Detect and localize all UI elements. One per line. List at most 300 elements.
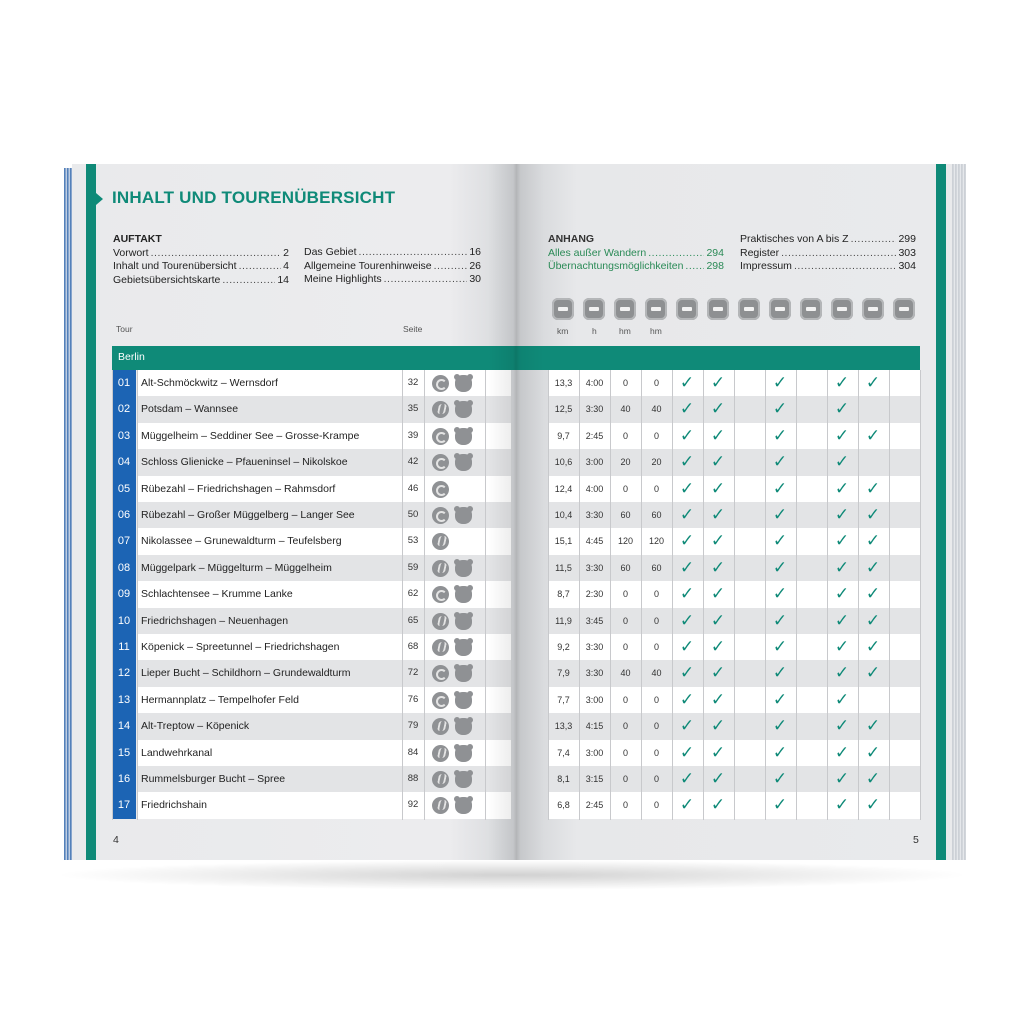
toc-entry[interactable] (304, 260, 481, 274)
tour-h: 4:00 (585, 483, 604, 494)
tour-number: 05 (112, 476, 136, 502)
check-icon: ✓ (772, 425, 788, 446)
tour-h: 4:15 (585, 721, 604, 732)
table-column-divider (610, 370, 611, 820)
check-icon: ✓ (865, 769, 881, 789)
check-icon: ✓ (679, 557, 695, 578)
tour-down: 60 (651, 562, 662, 573)
check-icon: ✓ (865, 584, 881, 605)
tour-page: 88 (407, 773, 419, 784)
header-hm-down: hm (650, 326, 662, 336)
right-accent-bar (936, 164, 946, 860)
page-number-left: 4 (113, 834, 119, 846)
table-row[interactable] (112, 713, 920, 739)
toc-anhang-col1 (548, 233, 724, 274)
tour-km: 6,8 (557, 800, 570, 811)
check-icon: ✓ (772, 795, 788, 816)
tour-number: 16 (112, 766, 136, 792)
check-icon: ✓ (834, 742, 850, 763)
tour-up: 0 (622, 483, 628, 494)
check-icon: ✓ (772, 531, 788, 552)
check-icon: ✓ (710, 689, 726, 710)
tour-page: 39 (407, 429, 419, 441)
table-column-divider (402, 370, 403, 820)
tour-h: 3:00 (585, 747, 604, 758)
tour-name[interactable]: Müggelpark – Müggelturm – Müggelheim (141, 561, 332, 574)
toc-entry[interactable] (548, 247, 724, 261)
icon-3 (614, 298, 636, 320)
table-row[interactable] (112, 581, 920, 607)
tour-name[interactable]: Friedrichshain (141, 799, 207, 812)
toc-entry-page: 4 (283, 260, 289, 272)
path-icon (432, 639, 449, 656)
check-icon: ✓ (679, 478, 695, 499)
check-icon: ✓ (710, 505, 726, 525)
toc-entry-label: Meine Highlights (304, 273, 382, 285)
tour-h: 2:45 (585, 800, 604, 811)
bear-icon (455, 797, 472, 814)
tour-km: 7,4 (557, 747, 570, 758)
toc-entry-page: 16 (469, 246, 481, 258)
table-column-divider (641, 370, 642, 820)
tour-name[interactable]: Alt-Schmöckwitz – Wernsdorf (141, 377, 278, 389)
table-row[interactable] (112, 476, 920, 502)
toc-entry[interactable] (113, 260, 289, 274)
check-icon: ✓ (865, 478, 881, 499)
check-icon: ✓ (834, 557, 850, 578)
check-icon: ✓ (865, 663, 881, 684)
check-icon: ✓ (710, 452, 726, 473)
table-row[interactable] (112, 608, 920, 634)
table-column-divider (765, 370, 766, 820)
tour-up: 120 (617, 536, 634, 547)
check-icon: ✓ (834, 505, 850, 525)
tour-up: 20 (620, 457, 631, 468)
tour-down: 0 (653, 747, 659, 758)
check-icon: ✓ (772, 478, 788, 499)
tour-down: 0 (653, 694, 659, 705)
tour-h: 4:00 (585, 378, 604, 388)
check-icon: ✓ (865, 531, 881, 552)
table-column-divider (920, 370, 921, 820)
toc-entry-page: 304 (898, 260, 916, 272)
toc-entry-label: Vorwort (113, 246, 149, 259)
tour-number: 15 (112, 740, 136, 766)
bear-icon (455, 639, 472, 656)
tour-h: 3:30 (585, 404, 604, 415)
check-icon: ✓ (834, 399, 850, 420)
check-icon: ✓ (834, 584, 850, 605)
toc-leader-dots (222, 274, 275, 288)
tour-km: 9,7 (557, 430, 570, 441)
tour-h: 3:30 (585, 562, 604, 573)
check-icon: ✓ (865, 716, 881, 737)
page-number-right: 5 (913, 834, 919, 846)
tour-km: 12,5 (554, 404, 573, 415)
toc-leader-dots (151, 247, 282, 261)
tour-number: 14 (112, 713, 136, 739)
tour-km: 8,1 (557, 774, 570, 784)
icon-2 (583, 298, 605, 320)
path-icon (432, 613, 449, 630)
icon-6 (707, 298, 729, 320)
check-icon: ✓ (772, 716, 788, 737)
bear-icon (455, 428, 472, 445)
page-title: INHALT UND TOURENÜBERSICHT (112, 188, 396, 207)
bear-icon (455, 454, 472, 471)
tour-km: 7,7 (557, 694, 570, 705)
tour-name[interactable]: Köpenick – Spreetunnel – Friedrichshagen (141, 641, 340, 653)
check-icon: ✓ (834, 716, 850, 737)
toc-entry-label: Allgemeine Tourenhinweise (304, 259, 432, 272)
icon-1 (552, 298, 574, 320)
circle-arrow-icon (432, 375, 449, 392)
tour-number: 12 (112, 660, 136, 686)
check-icon: ✓ (679, 505, 695, 525)
table-row[interactable] (112, 687, 920, 713)
toc-leader-dots (851, 233, 897, 247)
toc-entry[interactable] (113, 247, 289, 261)
circle-arrow-icon (432, 481, 449, 498)
check-icon: ✓ (772, 584, 788, 605)
tour-number: 11 (112, 634, 136, 660)
tour-km: 10,6 (554, 457, 573, 468)
check-icon: ✓ (679, 742, 695, 763)
table-row[interactable] (112, 766, 920, 792)
tour-up: 40 (620, 404, 631, 415)
tour-h: 3:45 (585, 615, 604, 626)
check-icon: ✓ (679, 425, 695, 446)
toc-entry-page: 30 (469, 273, 481, 285)
tour-h: 3:00 (585, 457, 604, 468)
check-icon: ✓ (679, 531, 695, 552)
table-row[interactable] (112, 634, 920, 660)
tour-up: 0 (622, 747, 628, 758)
check-icon: ✓ (834, 689, 850, 710)
check-icon: ✓ (772, 505, 788, 525)
tour-page: 65 (407, 614, 419, 626)
tour-number: 03 (112, 423, 136, 449)
tour-up: 0 (622, 378, 628, 388)
check-icon: ✓ (772, 689, 788, 710)
tour-km: 9,2 (557, 642, 570, 652)
tour-name[interactable]: Hermannplatz – Tempelhofer Feld (141, 693, 299, 706)
check-icon: ✓ (834, 769, 850, 789)
header-km: km (557, 326, 569, 336)
section-bar-berlin (112, 346, 920, 370)
tour-h: 2:45 (585, 430, 604, 441)
toc-leader-dots (384, 273, 468, 287)
icon-11 (862, 298, 884, 320)
tour-down: 20 (651, 457, 662, 468)
tour-page: 72 (407, 667, 419, 679)
toc-leader-dots (781, 247, 896, 261)
tour-page: 50 (407, 509, 419, 520)
tour-name[interactable]: Rübezahl – Großer Müggelberg – Langer See (141, 509, 355, 521)
toc-entry-page: 294 (706, 246, 724, 259)
check-icon: ✓ (865, 505, 881, 525)
check-icon: ✓ (772, 769, 788, 789)
toc-entry[interactable] (304, 246, 481, 260)
toc-entry-page: 298 (706, 260, 724, 272)
title-arrow-icon (96, 193, 103, 205)
toc-leader-dots (648, 247, 704, 261)
table-column-divider (485, 370, 486, 820)
check-icon: ✓ (865, 610, 881, 631)
icon-9 (800, 298, 822, 320)
table-column-divider (579, 370, 580, 820)
table-row[interactable] (112, 740, 920, 766)
tour-up: 0 (622, 694, 628, 705)
tour-h: 3:00 (585, 694, 604, 705)
header-hm-up: hm (619, 326, 631, 336)
toc-entry[interactable] (304, 273, 481, 287)
check-icon: ✓ (679, 452, 695, 473)
table-row[interactable] (112, 528, 920, 554)
check-icon: ✓ (865, 637, 881, 657)
icon-10 (831, 298, 853, 320)
tour-up: 60 (620, 510, 631, 520)
toc-entry[interactable] (740, 247, 916, 261)
check-icon: ✓ (679, 769, 695, 789)
tour-down: 60 (651, 510, 662, 520)
tour-km: 13,3 (554, 378, 573, 388)
tour-h: 3:15 (585, 774, 604, 784)
table-column-divider (703, 370, 704, 820)
tour-down: 0 (653, 615, 659, 626)
tour-h: 3:30 (585, 668, 604, 679)
icon-5 (676, 298, 698, 320)
table-row[interactable] (112, 660, 920, 686)
toc-entry-label: Inhalt und Tourenübersicht (113, 260, 237, 272)
toc-heading-anhang: ANHANG (548, 233, 595, 245)
header-seite: Seite (403, 324, 423, 334)
tour-name[interactable]: Nikolassee – Grunewaldturm – Teufelsberg (141, 535, 342, 548)
tour-page: 62 (407, 588, 419, 600)
table-row[interactable] (112, 502, 920, 528)
check-icon: ✓ (679, 373, 695, 393)
tour-page: 42 (407, 456, 419, 468)
icon-8 (769, 298, 791, 320)
toc-entry-label: Alles außer Wandern (548, 246, 647, 259)
tour-page: 46 (407, 482, 419, 494)
toc-entry-label: Gebietsübersichtskarte (113, 273, 221, 286)
check-icon: ✓ (710, 742, 726, 763)
bear-icon (455, 507, 472, 524)
bear-icon (455, 375, 472, 392)
check-icon: ✓ (865, 795, 881, 816)
toc-entry[interactable] (740, 260, 916, 274)
page-edges-right (950, 164, 966, 860)
check-icon: ✓ (834, 663, 850, 684)
tour-name[interactable]: Rübezahl – Friedrichshagen – Rahmsdorf (141, 482, 336, 495)
bear-icon (455, 586, 472, 603)
toc-leader-dots (685, 260, 704, 274)
check-icon: ✓ (710, 478, 726, 499)
check-icon: ✓ (865, 373, 881, 393)
table-row[interactable] (112, 792, 920, 818)
check-icon: ✓ (834, 531, 850, 552)
table-row[interactable] (112, 449, 920, 475)
bear-icon (455, 665, 472, 682)
table-column-divider (112, 370, 113, 820)
toc-entry-label: Das Gebiet (304, 246, 357, 258)
column-icons (552, 298, 922, 322)
table-column-divider (137, 370, 138, 820)
table-row[interactable] (112, 396, 920, 422)
table-row[interactable] (112, 423, 920, 449)
table-column-divider (548, 370, 549, 820)
check-icon: ✓ (710, 663, 726, 684)
bear-icon (455, 560, 472, 577)
tour-up: 0 (622, 800, 628, 811)
check-icon: ✓ (772, 637, 788, 657)
check-icon: ✓ (679, 637, 695, 657)
check-icon: ✓ (710, 557, 726, 578)
check-icon: ✓ (772, 742, 788, 763)
toc-entry[interactable] (740, 233, 916, 247)
check-icon: ✓ (679, 399, 695, 420)
tour-up: 0 (622, 589, 628, 600)
toc-leader-dots (794, 260, 897, 274)
tour-down: 0 (653, 378, 659, 388)
bear-icon (455, 771, 472, 788)
toc-entry-page: 26 (469, 259, 481, 272)
tour-page: 92 (407, 799, 419, 811)
check-icon: ✓ (710, 584, 726, 605)
tour-number: 01 (112, 370, 136, 396)
check-icon: ✓ (679, 584, 695, 605)
check-icon: ✓ (679, 795, 695, 816)
check-icon: ✓ (772, 557, 788, 578)
toc-entry-label: Übernachtungsmöglichkeiten (548, 260, 684, 272)
icon-4 (645, 298, 667, 320)
tour-name[interactable]: Rummelsburger Bucht – Spree (141, 773, 286, 785)
toc-entry-label: Register (740, 246, 780, 259)
check-icon: ✓ (679, 716, 695, 737)
toc-leader-dots (359, 246, 468, 260)
tour-name[interactable]: Potsdam – Wannsee (141, 403, 239, 416)
circle-arrow-icon (432, 428, 449, 445)
tour-name[interactable]: Schlachtensee – Krumme Lanke (141, 588, 293, 601)
toc-auftakt-col1 (113, 233, 289, 287)
section-label: Berlin (118, 351, 145, 363)
tour-h: 3:30 (585, 510, 604, 520)
tour-up: 40 (620, 668, 631, 679)
table-row[interactable] (112, 370, 920, 396)
tour-name[interactable]: Müggelheim – Seddiner See – Grosse-Krampe (141, 429, 360, 442)
check-icon: ✓ (710, 795, 726, 816)
table-column-divider (424, 370, 425, 820)
tour-km: 15,1 (554, 536, 573, 547)
tour-page: 53 (407, 535, 419, 547)
tour-page: 59 (407, 561, 419, 573)
table-column-divider (734, 370, 735, 820)
check-icon: ✓ (834, 478, 850, 499)
table-column-divider (827, 370, 828, 820)
table-column-divider (858, 370, 859, 820)
tour-number: 08 (112, 555, 136, 581)
tour-h: 2:30 (585, 589, 604, 600)
toc-auftakt-col2 (304, 246, 481, 287)
table-row[interactable] (112, 555, 920, 581)
check-icon: ✓ (710, 769, 726, 789)
left-accent-bar (86, 164, 96, 860)
tour-name[interactable]: Alt-Treptow – Köpenick (141, 720, 250, 733)
tour-name[interactable]: Lieper Bucht – Schildhorn – Grundewaldturm (141, 667, 351, 680)
check-icon: ✓ (710, 716, 726, 737)
tour-down: 0 (653, 800, 659, 811)
circle-arrow-icon (432, 692, 449, 709)
toc-entry-page: 2 (283, 246, 289, 259)
tour-name[interactable]: Schloss Glienicke – Pfaueninsel – Nikolskoe (141, 456, 348, 469)
check-icon: ✓ (710, 373, 726, 393)
toc-anhang-col2 (740, 233, 916, 274)
check-icon: ✓ (834, 425, 850, 446)
tour-up: 0 (622, 774, 628, 784)
tour-name[interactable]: Friedrichshagen – Neuenhagen (141, 614, 289, 627)
toc-entry[interactable] (113, 274, 289, 288)
check-icon: ✓ (772, 663, 788, 684)
tour-h: 4:45 (585, 536, 604, 547)
toc-entry[interactable] (548, 260, 724, 274)
tour-number: 17 (112, 792, 136, 818)
check-icon: ✓ (865, 742, 881, 763)
tour-page: 68 (407, 641, 419, 652)
check-icon: ✓ (772, 610, 788, 631)
tour-page: 35 (407, 403, 419, 415)
tour-km: 11,5 (555, 562, 572, 573)
tour-number: 09 (112, 581, 136, 607)
table-column-divider (672, 370, 673, 820)
table-column-divider (796, 370, 797, 820)
tour-down: 0 (653, 721, 659, 732)
tour-km: 12,4 (554, 483, 573, 494)
toc-entry-label: Impressum (740, 260, 792, 272)
check-icon: ✓ (772, 399, 788, 420)
bear-icon (455, 718, 472, 735)
check-icon: ✓ (679, 610, 695, 631)
check-icon: ✓ (834, 610, 850, 631)
tour-number: 06 (112, 502, 136, 528)
tour-page: 32 (407, 377, 419, 388)
tour-up: 0 (622, 721, 628, 732)
tour-down: 120 (648, 536, 665, 547)
tour-number: 07 (112, 528, 136, 554)
tour-km: 11,9 (555, 615, 572, 626)
check-icon: ✓ (710, 610, 726, 631)
check-icon: ✓ (710, 399, 726, 420)
check-icon: ✓ (834, 373, 850, 393)
path-icon (432, 745, 449, 762)
path-icon (432, 771, 449, 788)
tour-name[interactable]: Landwehrkanal (141, 746, 213, 759)
tour-km: 10,4 (554, 510, 573, 520)
tour-down: 0 (653, 589, 659, 600)
tour-up: 0 (622, 430, 628, 441)
tour-page: 76 (407, 693, 419, 705)
tour-up: 0 (622, 642, 628, 652)
tour-h: 3:30 (585, 642, 604, 652)
toc-entry-label: Praktisches von A bis Z (740, 233, 849, 245)
tour-km: 13,3 (554, 721, 573, 732)
book-shadow (52, 860, 972, 890)
tour-km: 8,7 (557, 589, 570, 600)
check-icon: ✓ (710, 531, 726, 552)
bear-icon (455, 745, 472, 762)
tour-page: 79 (407, 720, 419, 732)
header-h: h (592, 326, 597, 336)
